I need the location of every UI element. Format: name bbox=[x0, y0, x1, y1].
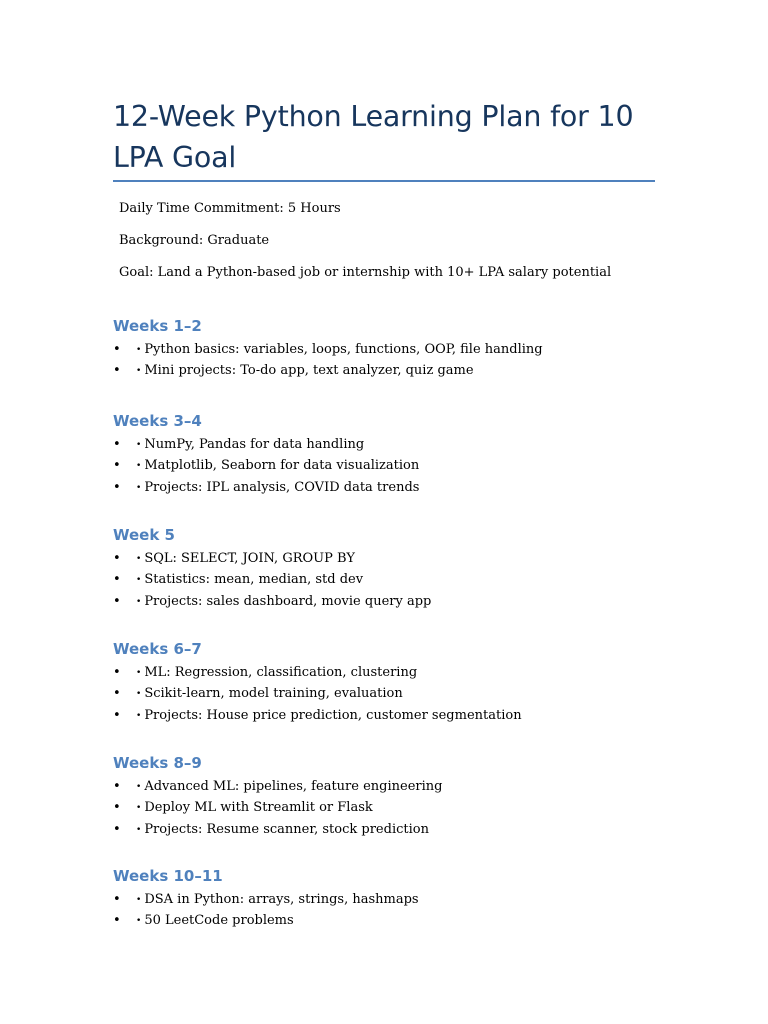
list-item bbox=[113, 435, 419, 456]
bullet-icon: • bbox=[113, 342, 121, 357]
list-item bbox=[113, 798, 442, 819]
list-item-text: Statistics: mean, median, std dev bbox=[144, 572, 364, 588]
bullet-icon: • bbox=[113, 458, 121, 474]
list-item-text: Matplotlib, Seaborn for data visualization bbox=[144, 458, 420, 474]
inner-bullet-icon: • bbox=[136, 824, 142, 835]
list-item bbox=[113, 777, 442, 798]
inner-bullet-icon: • bbox=[136, 689, 142, 700]
inner-bullet-icon: • bbox=[136, 916, 142, 927]
bullet-icon: • bbox=[113, 572, 121, 588]
inner-bullet-icon: • bbox=[136, 554, 142, 564]
bullet-icon: • bbox=[113, 479, 121, 495]
title-divider bbox=[113, 180, 655, 182]
list-item bbox=[113, 456, 419, 477]
list-item-text: Deploy ML with Streamlit or Flask bbox=[144, 800, 373, 816]
section-weeks-8-9 bbox=[113, 753, 442, 841]
bullet-icon: • bbox=[113, 363, 121, 379]
bullet-icon: • bbox=[113, 665, 121, 680]
section-weeks-3-4 bbox=[113, 411, 419, 499]
section-heading: Weeks 8–9 bbox=[113, 754, 202, 772]
bullet-icon: • bbox=[113, 437, 121, 452]
inner-bullet-icon: • bbox=[136, 440, 142, 450]
list-item-text: Python basics: variables, loops, functions, OOP, file handling bbox=[144, 342, 543, 357]
list-item bbox=[113, 820, 442, 841]
list-item bbox=[113, 706, 522, 727]
section-heading: Weeks 10–11 bbox=[113, 867, 223, 885]
list-item-text: ML: Regression, classification, clustering bbox=[144, 665, 418, 680]
bullet-icon: • bbox=[113, 821, 121, 837]
inner-bullet-icon: • bbox=[136, 895, 142, 905]
list-item-text: Projects: House price prediction, customer segmentation bbox=[144, 707, 522, 723]
inner-bullet-icon: • bbox=[136, 345, 142, 355]
section-list bbox=[113, 435, 419, 499]
section-list bbox=[113, 777, 442, 841]
list-item-text: DSA in Python: arrays, strings, hashmaps bbox=[144, 892, 419, 907]
inner-bullet-icon: • bbox=[136, 782, 142, 792]
list-item bbox=[113, 570, 431, 591]
list-item bbox=[113, 911, 419, 932]
time-commitment: Daily Time Commitment: 5 Hours bbox=[119, 201, 341, 216]
list-item bbox=[113, 361, 543, 382]
list-item-text: Projects: sales dashboard, movie query app bbox=[144, 593, 432, 609]
inner-bullet-icon: • bbox=[136, 710, 142, 721]
inner-bullet-icon: • bbox=[136, 803, 142, 814]
section-heading: Weeks 1–2 bbox=[113, 317, 202, 335]
list-item bbox=[113, 549, 431, 570]
list-item-text: NumPy, Pandas for data handling bbox=[144, 437, 365, 452]
bullet-icon: • bbox=[113, 707, 121, 723]
list-item bbox=[113, 663, 522, 684]
section-week-5 bbox=[113, 525, 431, 613]
inner-bullet-icon: • bbox=[136, 366, 142, 377]
inner-bullet-icon: • bbox=[136, 668, 142, 678]
list-item bbox=[113, 890, 419, 911]
list-item-text: SQL: SELECT, JOIN, GROUP BY bbox=[144, 551, 355, 566]
list-item-text: Projects: IPL analysis, COVID data trends bbox=[144, 479, 420, 495]
bullet-icon: • bbox=[113, 779, 121, 794]
list-item bbox=[113, 340, 543, 361]
section-list bbox=[113, 340, 543, 383]
inner-bullet-icon: • bbox=[136, 575, 142, 586]
background-line: Background: Graduate bbox=[119, 233, 270, 248]
inner-bullet-icon: • bbox=[136, 461, 142, 472]
bullet-icon: • bbox=[113, 551, 121, 566]
bullet-icon: • bbox=[113, 686, 121, 702]
bullet-icon: • bbox=[113, 593, 121, 609]
list-item bbox=[113, 478, 419, 499]
list-item bbox=[113, 592, 431, 613]
list-item-text: Projects: Resume scanner, stock prediction bbox=[144, 821, 429, 837]
section-list bbox=[113, 890, 419, 933]
bullet-icon: • bbox=[113, 800, 121, 816]
inner-bullet-icon: • bbox=[136, 596, 142, 607]
section-weeks-1-2 bbox=[113, 316, 543, 383]
section-heading: Weeks 6–7 bbox=[113, 640, 202, 658]
list-item-text: Advanced ML: pipelines, feature engineering bbox=[144, 779, 443, 794]
goal-line: Goal: Land a Python-based job or internship with 10+ LPA salary potential bbox=[119, 265, 612, 280]
section-weeks-6-7 bbox=[113, 639, 522, 727]
section-heading: Weeks 3–4 bbox=[113, 412, 202, 430]
document-title: 12-Week Python Learning Plan for 10 LPA Goal bbox=[113, 100, 634, 174]
section-list bbox=[113, 663, 522, 727]
list-item-text: Scikit-learn, model training, evaluation bbox=[144, 686, 403, 702]
list-item bbox=[113, 684, 522, 705]
bullet-icon: • bbox=[113, 892, 121, 907]
section-heading: Week 5 bbox=[113, 526, 175, 544]
list-item-text: Mini projects: To-do app, text analyzer, quiz game bbox=[144, 363, 474, 379]
bullet-icon: • bbox=[113, 913, 121, 929]
section-list bbox=[113, 549, 431, 613]
list-item-text: 50 LeetCode problems bbox=[144, 913, 294, 929]
inner-bullet-icon: • bbox=[136, 482, 142, 493]
plan-summary bbox=[119, 200, 611, 296]
section-weeks-10-11 bbox=[113, 866, 419, 933]
